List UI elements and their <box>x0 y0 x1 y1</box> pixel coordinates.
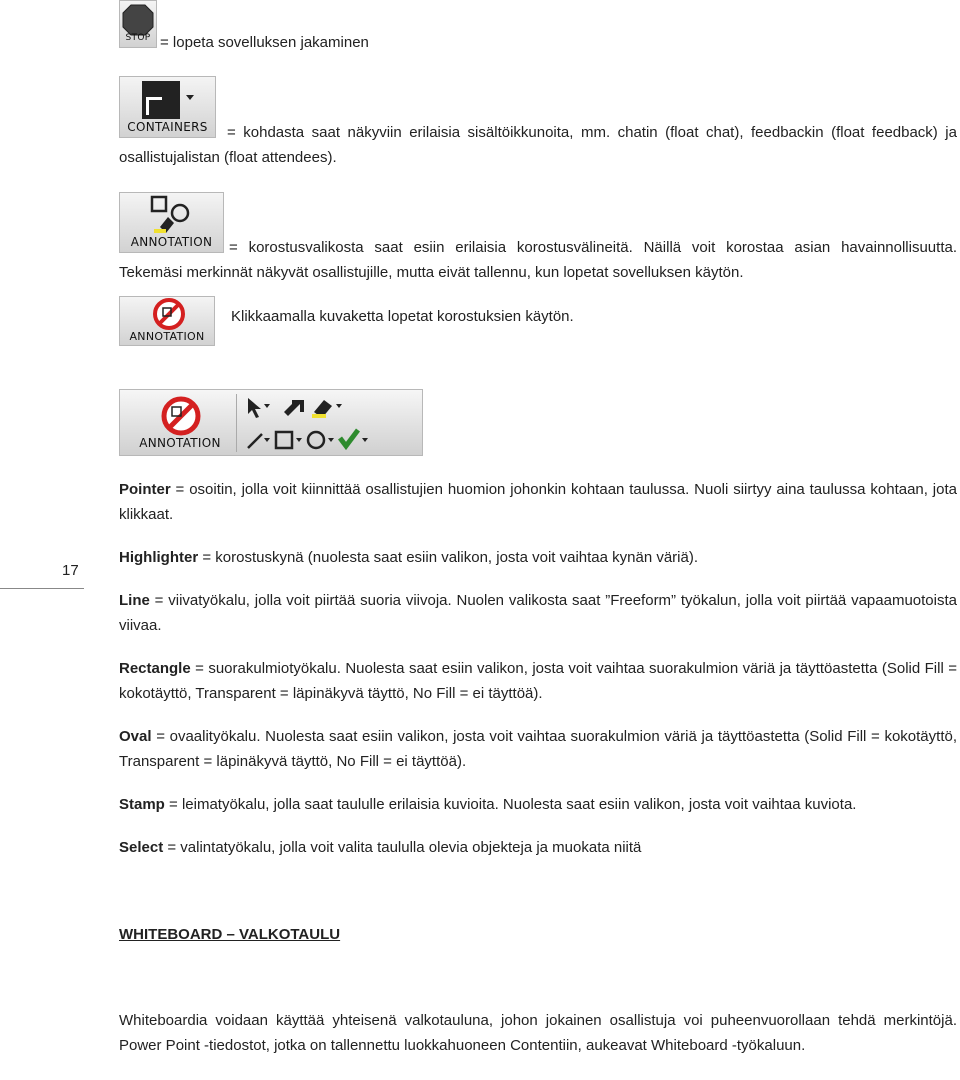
containers-caption: CONTAINERS <box>127 120 208 134</box>
arrow-icon <box>284 400 304 416</box>
stop-caption: STOP <box>125 33 151 43</box>
containers-icon <box>120 79 215 123</box>
stamp-term: Stamp <box>119 796 165 813</box>
line-term: Line <box>119 592 150 609</box>
oval-icon <box>308 432 334 448</box>
toolbar-caption: ANNOTATION <box>139 436 221 450</box>
no-annotation-icon <box>120 297 214 331</box>
stop-button <box>119 0 157 48</box>
pointer-term: Pointer <box>119 481 171 498</box>
line-paragraph: Line = viivatyökalu, jolla voit piirtää suoria viivoja. Nuolen valikosta saat ”Freeform” työkalun, jolla voit piirtää vapaamuotoista viivaa. <box>119 592 957 634</box>
pointer-paragraph: Pointer = osoitin, jolla voit kiinnittää osallistujien huomion johonkin kohtaan taulussa. Nuoli siirtyy aina taulussa kohtaan, jota klikkaat. <box>119 481 957 523</box>
shapes-pen-icon <box>120 193 223 237</box>
highlighter-icon <box>312 400 342 418</box>
toolbar-no-annotation-icon <box>120 392 230 438</box>
stop-icon <box>120 2 156 36</box>
whiteboard-paragraph: Whiteboardia voidaan käyttää yhteisenä valkotauluna, johon jokainen osallistuja voi puheenvuorollaan tehdä merkintöjä. Power Point -tiedostot, jotka on tallennettu luokkahuoneen Contentiin, aukeavat Whiteboard -työkaluun. <box>119 1012 957 1054</box>
rectangle-icon <box>276 432 302 448</box>
containers-description: = kohdasta saat näkyviin erilaisia sisältöikkunoita, mm. chatin (float chat), feedbackin (float feedback) ja osallistujalistan (float attendees). <box>119 124 957 166</box>
annotation-caption: ANNOTATION <box>130 235 213 249</box>
stop-description: = lopeta sovelluksen jakaminen <box>160 34 369 51</box>
select-term: Select <box>119 839 164 856</box>
whiteboard-heading: WHITEBOARD – VALKOTAULU <box>119 926 341 943</box>
oval-term: Oval <box>119 728 152 745</box>
stamp-check-icon <box>340 430 368 446</box>
highlighter-paragraph: Highlighter = korostuskynä (nuolesta saat esiin valikon, josta voit vaihtaa kynän väriä). <box>119 549 699 566</box>
annotation-toolbar <box>119 389 423 456</box>
annotation-description: = korostusvalikosta saat esiin erilaisia korostusvälineitä. Näillä voit korostaa asian havainnollisuutta. Tekemäsi merkinnät näkyvät osallistujille, mutta eivät tallennu, kun lopetat sovelluksen käytön. <box>119 239 957 281</box>
annotation-off-caption: ANNOTATION <box>129 330 205 343</box>
chevron-down-icon <box>186 95 194 100</box>
stamp-paragraph: Stamp = leimatyökalu, jolla saat taululle erilaisia kuvioita. Nuolesta saat esiin valikon, josta voit vaihtaa kuviota. <box>119 796 857 813</box>
annotation-off-button <box>119 296 215 346</box>
toolbar-divider <box>236 394 237 452</box>
line-icon <box>248 434 270 448</box>
rectangle-paragraph: Rectangle = suorakulmiotyökalu. Nuolesta saat esiin valikon, josta voit vaihtaa suorakulmion väriä ja täyttöastetta (Solid Fill = kokotäyttö, Transparent = läpinäkyvä täyttö, No Fill = ei täyttöä). <box>119 660 957 702</box>
toolbar-tools <box>242 392 422 454</box>
page-number: 17 <box>62 562 79 579</box>
pointer-icon <box>248 398 270 418</box>
highlighter-term: Highlighter <box>119 549 199 566</box>
page-number-rule <box>0 588 84 589</box>
annotation-off-description: Klikkaamalla kuvaketta lopetat korostuksien käytön. <box>231 308 574 325</box>
oval-paragraph: Oval = ovaalityökalu. Nuolesta saat esiin valikon, josta voit vaihtaa suorakulmion väriä ja täyttöastetta (Solid Fill = kokotäyttö, Transparent = läpinäkyvä täyttö, No Fill = ei täyttöä). <box>119 728 957 770</box>
rectangle-term: Rectangle <box>119 660 191 677</box>
select-paragraph: Select = valintatyökalu, jolla voit valita taululla olevia objekteja ja muokata niitä <box>119 839 642 856</box>
